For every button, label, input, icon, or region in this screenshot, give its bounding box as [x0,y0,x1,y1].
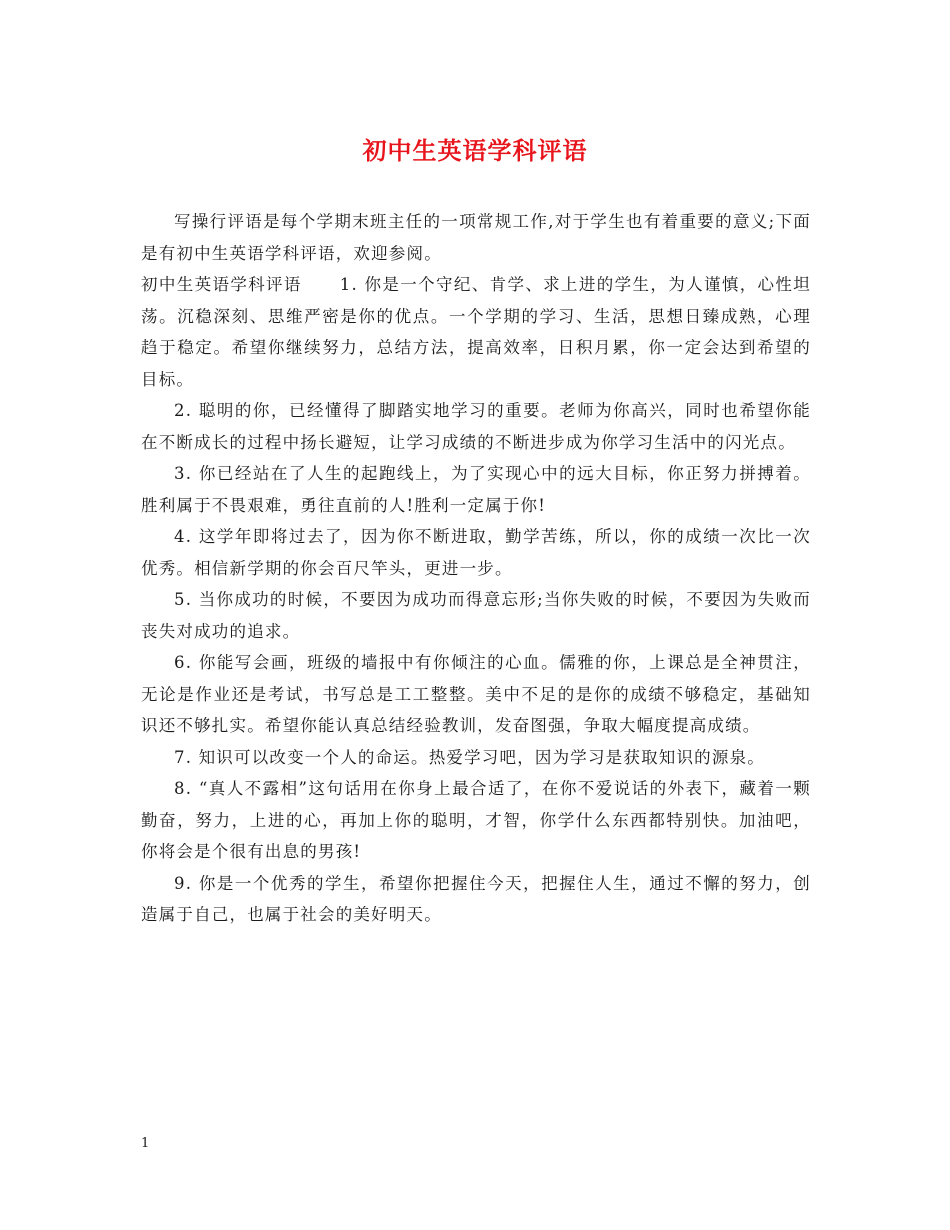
comment-item-6: 6. 你能写会画，班级的墙报中有你倾注的心血。儒雅的你，上课总是全神贯注，无论是作业还是考试，书写总是工工整整。美中不足的是你的成绩不够稳定，基础知识还不够扎实。希望你能认真总结经验教训，发奋图强，争取大幅度提高成绩。 [141,653,811,735]
page-number: 1 [141,1136,150,1151]
comment-item-5: 5. 当你成功的时候，不要因为成功而得意忘形;当你失败的时候，不要因为失败而丧失对成功的追求。 [141,590,811,641]
list-label: 初中生英语学科评语 [141,275,302,294]
comment-item-1: 1. 你是一个守纪、肯学、求上进的学生，为人谨慎，心性坦荡。沉稳深刻、思维严密是你的优点。一个学期的学习、生活，思想日臻成熟，心理趋于稳定。希望你继续努力，总结方法，提高效率，日积月累，你一定会达到希望的目标。 [141,275,811,389]
document-body [141,206,811,931]
comment-item-3: 3. 你已经站在了人生的起跑线上，为了实现心中的远大目标，你正努力拼搏着。胜利属于不畏艰难，勇往直前的人!胜利一定属于你! [141,464,811,515]
comment-item-9: 9. 你是一个优秀的学生，希望你把握住今天，把握住人生，通过不懈的努力，创造属于自己，也属于社会的美好明天。 [141,873,811,924]
document-title: 初中生英语学科评语 [362,136,588,165]
intro-paragraph: 写操行评语是每个学期末班主任的一项常规工作,对于学生也有着重要的意义;下面是有初中生英语学科评语，欢迎参阅。 [141,212,811,263]
first-item-paragraph [141,269,811,395]
comment-item-7: 7. 知识可以改变一个人的命运。热爱学习吧，因为学习是获取知识的源泉。 [174,747,765,767]
comment-item-8: 8. “真人不露相”这句话用在你身上最合适了，在你不爱说话的外表下，藏着一颗勤奋，努力，上进的心，再加上你的聪明，才智，你学什么东西都特别快。加油吧，你将会是个很有出息的男孩! [141,779,811,861]
comment-item-4: 4. 这学年即将过去了，因为你不断进取，勤学苦练，所以，你的成绩一次比一次优秀。相信新学期的你会百尺竿头，更进一步。 [141,527,811,578]
comment-item-2: 2. 聪明的你，已经懂得了脚踏实地学习的重要。老师为你高兴，同时也希望你能在不断成长的过程中扬长避短，让学习成绩的不断进步成为你学习生活中的闪光点。 [141,401,811,452]
